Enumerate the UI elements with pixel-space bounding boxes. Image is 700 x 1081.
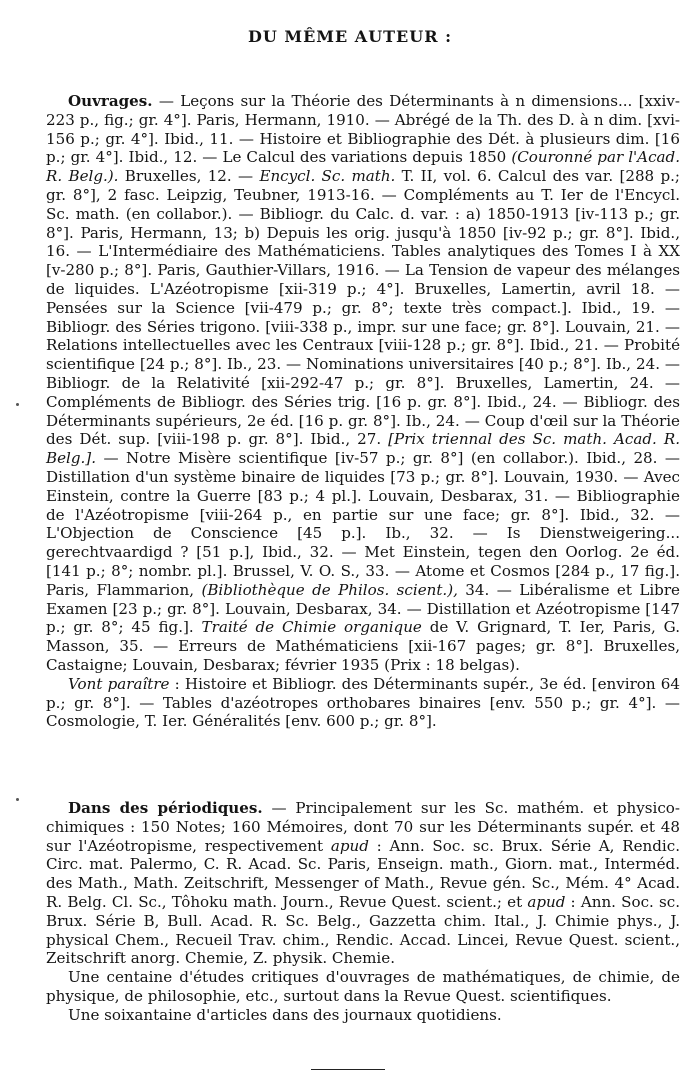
ouvrages-paragraph <box>46 92 680 675</box>
ouvrages-italic-1: (Couronné par l'Acad. R. Belg.). <box>46 148 680 186</box>
periodiques-italic-2: apud <box>527 892 566 911</box>
periodiques-paragraph <box>46 799 680 968</box>
ouvrages-text-3: T. II, vol. 6. Calcul des var. [288 p.; gr. 8°], 2 fasc. Leipzig, Teubner, 1913-16. — Compléments au T. Ier de l'Encycl. Sc. math. (en collabor.). — Bibliogr. du Calc. d. var. : a) 1850-1913 [iv-113 p.; gr. 8°]. Paris, Hermann, 13; b) Depuis les orig. jusqu'à 1850 [iv-92 p.; gr. 8°]. Ibid., 16. — L'Intermédiaire des Mathématiciens. Tables analytiques des Tomes I à XX [v-280 p.; 8°]. Paris, Gauthier-Villars, 1916. — La Tension de vapeur des mélanges de liquides. L'Azéotropisme [xii-319 p.; 4°]. Bruxelles, Lamertin, avril 18. — Pensées sur la Science [vii-479 p.; gr. 8°; texte très compact.]. Ibid., 19. — Bibliogr. des Séries trigono. [viii-338 p., impr. sur une face; gr. 8°]. Louvain, 21. — Relations intellectuelles avec les Centraux [viii-128 p.; gr. 8°]. Ibid., 21. — Probité scientifique [24 p.; 8°]. Ib., 23. — Nominations universitaires [40 p.; 8°]. Ib., 24. — Bibliogr. de la Relativité [xii-292-47 p.; gr. 8°]. Bruxelles, Lamertin, 24. — Compléments de Bibliogr. des Séries trig. [16 p. gr. 8°]. Ibid., 24. — Bibliogr. des Déterminants supérieurs, 2e éd. [16 p. gr. 8°]. Ib., 24. — Coup d'œil sur la Théorie des Dét. sup. [viii-198 p. gr. 8°]. Ibid., 27. <box>46 167 681 449</box>
vont-paraitre-paragraph <box>46 675 680 731</box>
closing-rule <box>311 1069 385 1070</box>
ouvrages-italic-4: (Bibliothèque de Philos. scient.), <box>201 580 458 599</box>
ouvrages-italic-5: Traité de Chimie organique <box>201 618 422 637</box>
ouvrages-text-1: — Leçons sur la Théorie des Déterminants à n dimensions... [xxiv-223 p., fig.; gr. 4°]. Paris, Hermann, 1910. — Abrégé de la Th. des D. à n dim. [xvi-156 p.; gr. 4°]. Ibid., 11. — Histoire et Bibliographie des Dét. à plusieurs dim. [16 p.; gr. 4°]. Ibid., 12. — Le Calcul des variations depuis 1850 <box>46 92 680 167</box>
critiques-paragraph: Une centaine d'études critiques d'ouvrages de mathématiques, de chimie, de physique, de philosophie, etc., surtout dans la Revue Quest. scientifiques. <box>46 968 680 1005</box>
page-title: DU MÊME AUTEUR : <box>248 27 452 46</box>
periodiques-text-2: : Ann. Soc. sc. Brux. Série A, Rendic. Circ. mat. Palermo, C. R. Acad. Sc. Paris, Enseign. math., Giorn. mat., Interméd. des Math., Math. Zeitschrift, Messenger of Math., Revue gén. Sc., Mém. 4° Acad. R. Belg. Cl. Sc., Tôhoku math. Journ., Revue Quest. scient.; et <box>46 836 680 911</box>
margin-speck <box>16 798 19 801</box>
ouvrages-italic-2: Encycl. Sc. math. <box>259 167 396 186</box>
periodiques-text-3: : Ann. Soc. sc. Brux. Série B, Bull. Acad. R. Sc. Belg., Gazzetta chim. Ital., J. Chimie phys., J. physical Chem., Recueil Trav. chim., Rendic. Accad. Lincei, Revue Quest. scient., Zeitschrift anorg. Chemie, Z. physik. Chemie. <box>46 892 681 968</box>
vont-paraitre-text: : Histoire et Bibliogr. des Déterminants supér., 3e éd. [environ 64 p.; gr. 8°]. — Tables d'azéotropes orthobares binaires [env. 550 p.; gr. 4°]. — Cosmologie, T. Ier. Généralités [env. 600 p.; gr. 8°]. <box>46 674 680 731</box>
ouvrages-italic-3: [Prix triennal des Sc. math. Acad. R. Belg.]. <box>46 430 680 468</box>
periodiques-italic-1: apud <box>330 836 369 855</box>
vont-paraitre-lead: Vont paraître <box>68 674 170 693</box>
ouvrages-text-5: 34. — Libéralisme et Libre Examen [23 p.; gr. 8°]. Louvain, Desbarax, 34. — Distillation et Azéotropisme [147 p.; gr. 8°; 45 fig.]. <box>46 580 680 637</box>
periodiques-section <box>46 799 680 1025</box>
ouvrages-section <box>46 92 680 731</box>
margin-speck <box>16 403 19 406</box>
ouvrages-lead: Ouvrages. <box>68 92 153 110</box>
articles-paragraph: Une soixantaine d'articles dans des journaux quotidiens. <box>68 1005 502 1024</box>
periodiques-text-1: — Principalement sur les Sc. mathém. et physico-chimiques : 150 Notes; 160 Mémoires, dont 70 sur les Déterminants supér. et 48 sur l'Azéotropisme, respectivement <box>46 799 680 855</box>
ouvrages-text-2: Bruxelles, 12. — <box>118 167 260 186</box>
ouvrages-text-6: de V. Grignard, T. Ier, Paris, G. Masson, 35. — Erreurs de Mathématiciens [xii-167 pages; gr. 8°]. Bruxelles, Castaigne; Louvain, Desbarax; février 1935 (Prix : 18 belgas). <box>46 618 680 674</box>
ouvrages-text-4: — Notre Misère scientifique [iv-57 p.; gr. 8°] (en collabor.). Ibid., 28. — Distillation d'un système binaire de liquides [73 p.; gr. 8°]. Louvain, 1930. — Avec Einstein, contre la Guerre [83 p.; 4 pl.]. Louvain, Desbarax, 31. — Bibliographie de l'Azéotropisme [viii-264 p., en partie sur une face; gr. 8°]. Ibid., 32. — L'Objection de Conscience [45 p.]. Ib., 32. — Is Dienstweigering... gerechtvaardigd ? [51 p.], Ibid., 32. — Met Einstein, tegen den Oorlog. 2e éd. [141 p.; 8°; nombr. pl.]. Brussel, V. O. S., 33. — Atome et Cosmos [284 p., 17 fig.]. Paris, Flammarion, <box>46 449 680 599</box>
periodiques-lead: Dans des périodiques. <box>68 799 263 817</box>
